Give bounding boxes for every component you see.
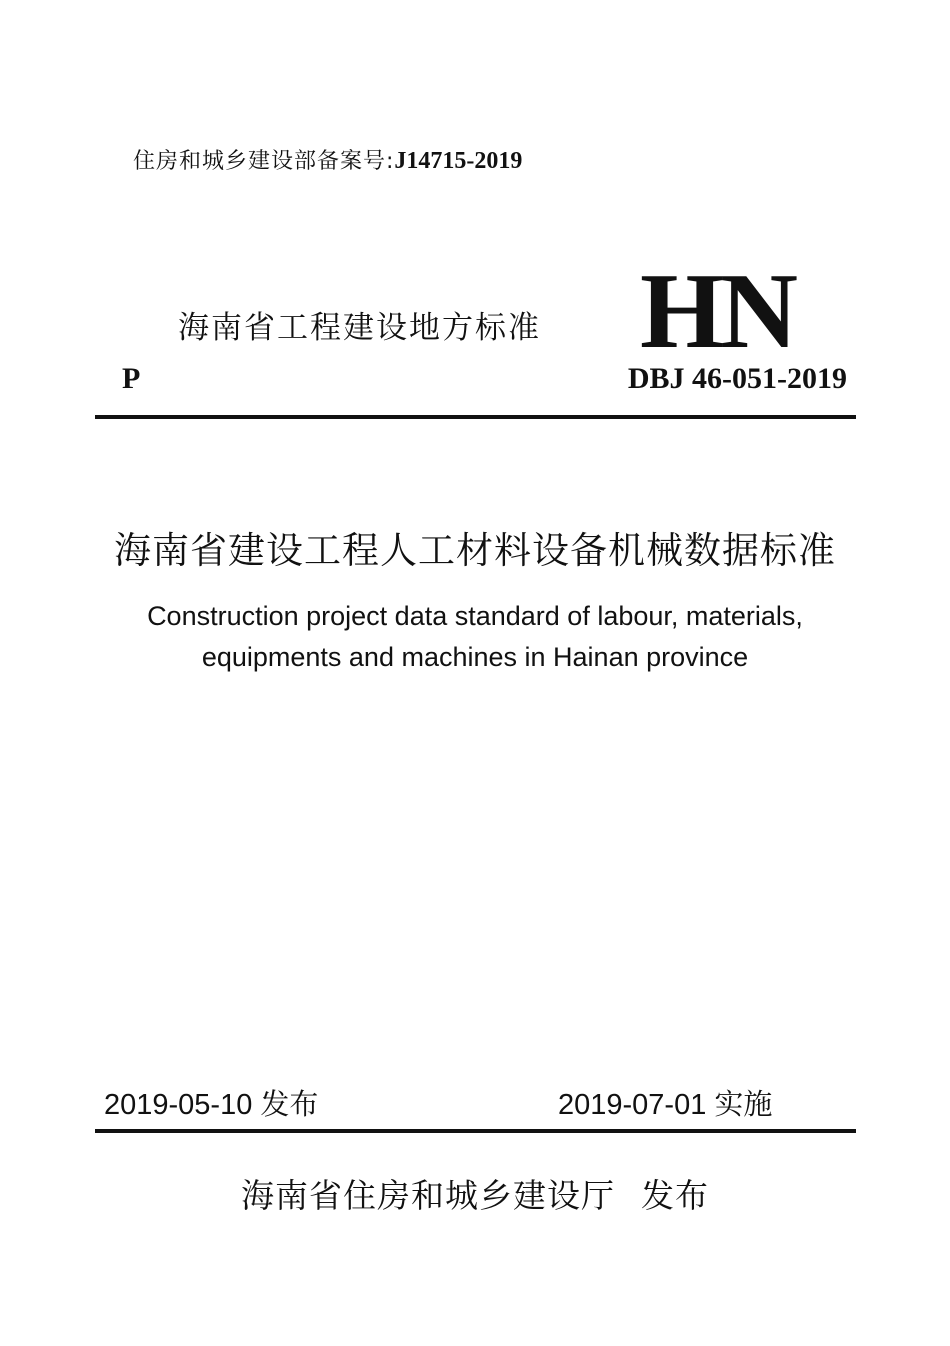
publisher-name: 海南省住房和城乡建设厅: [241, 1176, 615, 1215]
title-english: [0, 596, 950, 678]
title-english-line-2: equipments and machines in Hainan province: [201, 642, 749, 672]
title-english-line-1: Construction project data standard of labour, materials,: [147, 601, 803, 631]
publisher: [0, 1170, 950, 1217]
record-number: [133, 144, 522, 175]
standard-type: 海南省工程建设地方标准: [178, 310, 541, 346]
top-divider: [95, 415, 856, 419]
issue-date: 2019-05-10 发布: [104, 1089, 319, 1121]
record-number-code: J14715-2019: [394, 148, 523, 174]
title-chinese: 海南省建设工程人工材料设备机械数据标准: [114, 529, 836, 572]
hn-logo: HN: [640, 252, 794, 371]
category-code: P: [122, 362, 141, 395]
record-number-label: 住房和城乡建设部备案号:: [133, 149, 395, 174]
standard-number: DBJ 46-051-2019: [627, 362, 847, 395]
publisher-action: 发布: [641, 1176, 709, 1215]
bottom-divider: [95, 1129, 856, 1133]
implementation-date: 2019-07-01 实施: [558, 1089, 773, 1121]
